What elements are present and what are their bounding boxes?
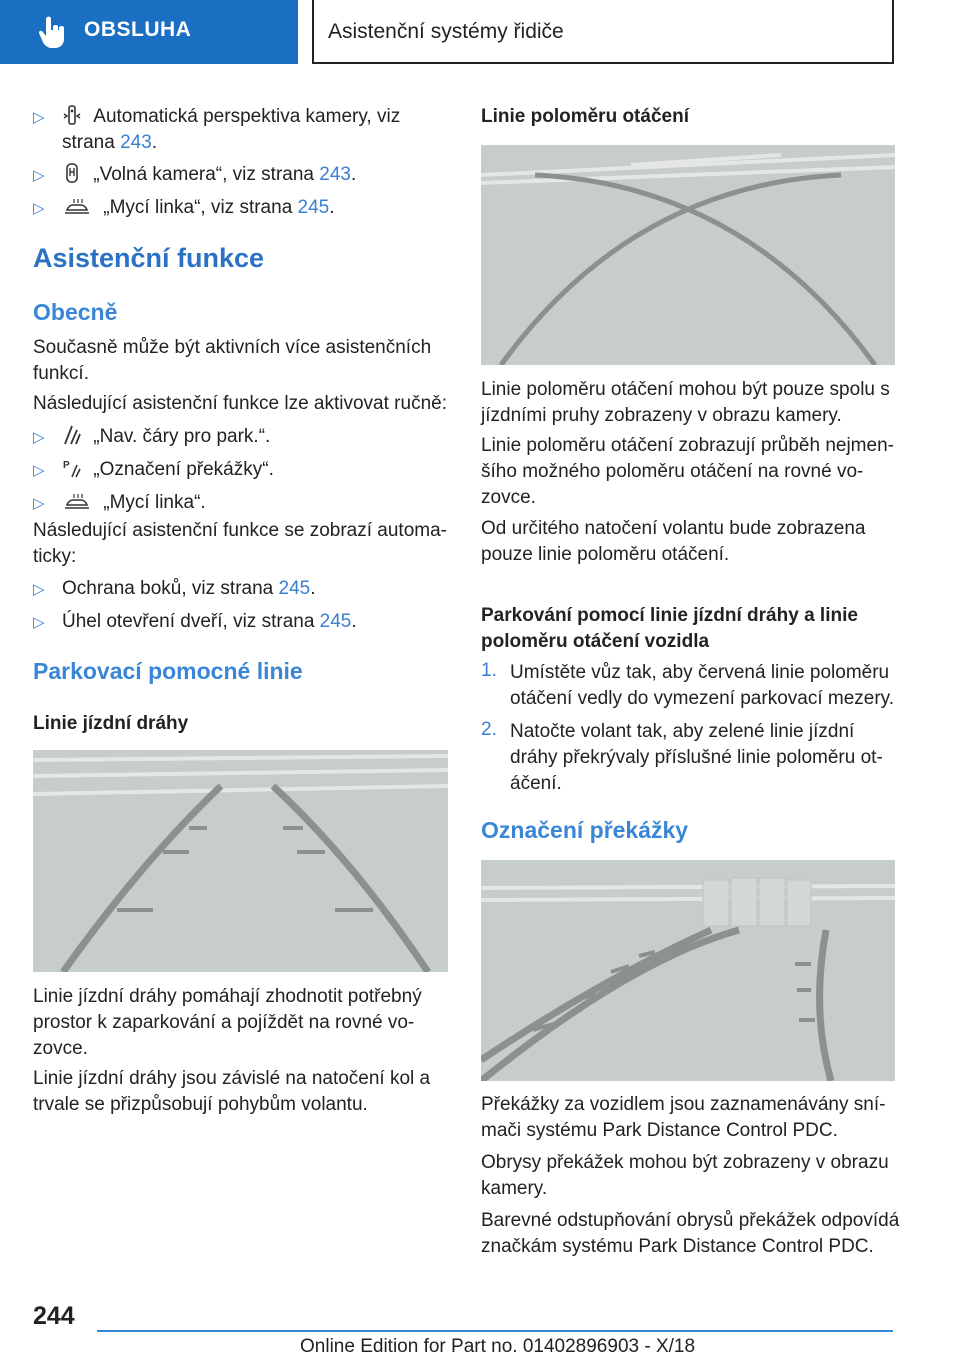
paragraph: Následující asistenční funkce se zobrazí automa‐ ticky: (33, 520, 447, 567)
section-title: Asistenční funkce (33, 243, 265, 273)
list-item: „Mycí linka“. (62, 490, 206, 516)
tab-label: OBSLUHA (84, 18, 192, 41)
paragraph: Současně může být aktivních více asistenčních funkcí. (33, 337, 432, 384)
car-wash-icon (62, 492, 92, 512)
subsection-title: Označení překážky (481, 817, 689, 843)
bullet-item (33, 195, 45, 222)
paragraph: Barevné odstupňování obrysů překážek odpovídá značkám systému Park Distance Control PDC. (481, 1210, 900, 1257)
bullet-item (33, 104, 45, 131)
camera-free-icon (62, 162, 82, 184)
chapter-title: Asistenční systémy řidiče (328, 20, 564, 43)
list-item: Úhel otevření dveří, viz strana 245. (62, 611, 357, 632)
step-number: 2. (481, 719, 497, 740)
paragraph: Linie poloměru otáčení mohou být pouze spolu s jízdními pruhy zobrazeny v obrazu kamery. (481, 379, 890, 426)
subheading: Linie poloměru otáčení (481, 106, 689, 127)
bullet-item (33, 457, 45, 484)
figure-lane-lines (33, 750, 448, 972)
subheading: Parkování pomocí linie jízdní dráhy a linie poloměru otáčení vozidla (481, 605, 858, 652)
page-link[interactable]: 245 (319, 611, 352, 632)
lane-lines-illustration (33, 750, 448, 972)
bullet-icon: ▷ (33, 495, 45, 512)
figure-obstacle-marking (481, 860, 895, 1081)
step-text: Natočte volant tak, aby zelené linie jízdní dráhy překrývaly příslušné linie poloměru ot‐ áčení. (510, 721, 883, 794)
paragraph: Linie jízdní dráhy pomáhají zhodnotit potřebný prostor k zaparkování a pojíždět na rovné vo‐ zovce. (33, 986, 422, 1059)
svg-text:P: P (63, 460, 70, 471)
page-number: 244 (33, 1302, 75, 1330)
bullet-icon: ▷ (33, 109, 45, 126)
list-item: „Volná kamera“, viz strana 243. (62, 162, 356, 188)
step-number: 1. (481, 660, 497, 681)
edition-note: Online Edition for Part no. 01402896903 - X/18 (300, 1336, 696, 1357)
list-item: P „Označení překážky“. (63, 459, 274, 480)
turning-radius-illustration (481, 145, 895, 365)
subsection-title: Parkovací pomocné linie (33, 658, 303, 684)
obstacle-marking-icon (62, 457, 82, 479)
bullet-item (33, 162, 45, 189)
hand-pointer-icon (36, 14, 70, 50)
bullet-icon: ▷ (33, 614, 45, 631)
chapter-header (312, 0, 894, 64)
bullet-icon: ▷ (33, 462, 45, 479)
obstacle-marking-illustration (481, 860, 895, 1081)
subheading: Linie jízdní dráhy (33, 713, 189, 734)
camera-auto-icon (62, 104, 82, 126)
bullet-icon: ▷ (33, 429, 45, 446)
list-item: „Nav. čáry pro park.“. (62, 424, 270, 450)
paragraph: Od určitého natočení volantu bude zobrazena pouze linie poloměru otáčení. (481, 518, 866, 565)
bullet-icon: ▷ (33, 581, 45, 598)
page-link[interactable]: 245 (278, 578, 311, 599)
bullet-item (33, 424, 45, 451)
page-link[interactable]: 243 (120, 132, 152, 153)
bullet-item (33, 609, 45, 636)
list-item: „Mycí linka“, viz strana 245. (62, 195, 335, 221)
paragraph: Obrysy překážek mohou být zobrazeny v obrazu kamery. (481, 1152, 889, 1199)
chapter-tab[interactable] (0, 0, 298, 64)
bullet-item (33, 576, 45, 603)
list-item: Ochrana boků, viz strana 245. (62, 578, 316, 599)
paragraph: Linie jízdní dráhy jsou závislé na natočení kol a trvale se přizpůsobují pohybům volantu. (33, 1068, 431, 1115)
bullet-icon: ▷ (33, 200, 45, 217)
footer-divider (97, 1330, 893, 1332)
parking-lines-icon (62, 424, 82, 446)
figure-turning-radius (481, 145, 895, 365)
step-text: Umístěte vůz tak, aby červená linie poloměru otáčení vedly do vymezení parkovací mezery. (510, 662, 895, 709)
page-link[interactable]: 243 (319, 164, 351, 185)
bullet-item (33, 490, 45, 517)
paragraph: Linie poloměru otáčení zobrazují průběh nejmen‐ šího možného poloměru otáčení na rovné vo‐ zovce. (481, 435, 894, 508)
subsection-title: Obecně (33, 299, 118, 325)
paragraph: Následující asistenční funkce lze aktivovat ručně: (33, 393, 447, 414)
paragraph: Překážky za vozidlem jsou zaznamenávány sní‐ mači systému Park Distance Control PDC. (481, 1094, 886, 1141)
bullet-icon: ▷ (33, 167, 45, 184)
list-item: Automatická perspektiva kamery, viz strana 243. (62, 106, 401, 153)
car-wash-icon (62, 197, 92, 217)
page-link[interactable]: 245 (297, 197, 330, 218)
